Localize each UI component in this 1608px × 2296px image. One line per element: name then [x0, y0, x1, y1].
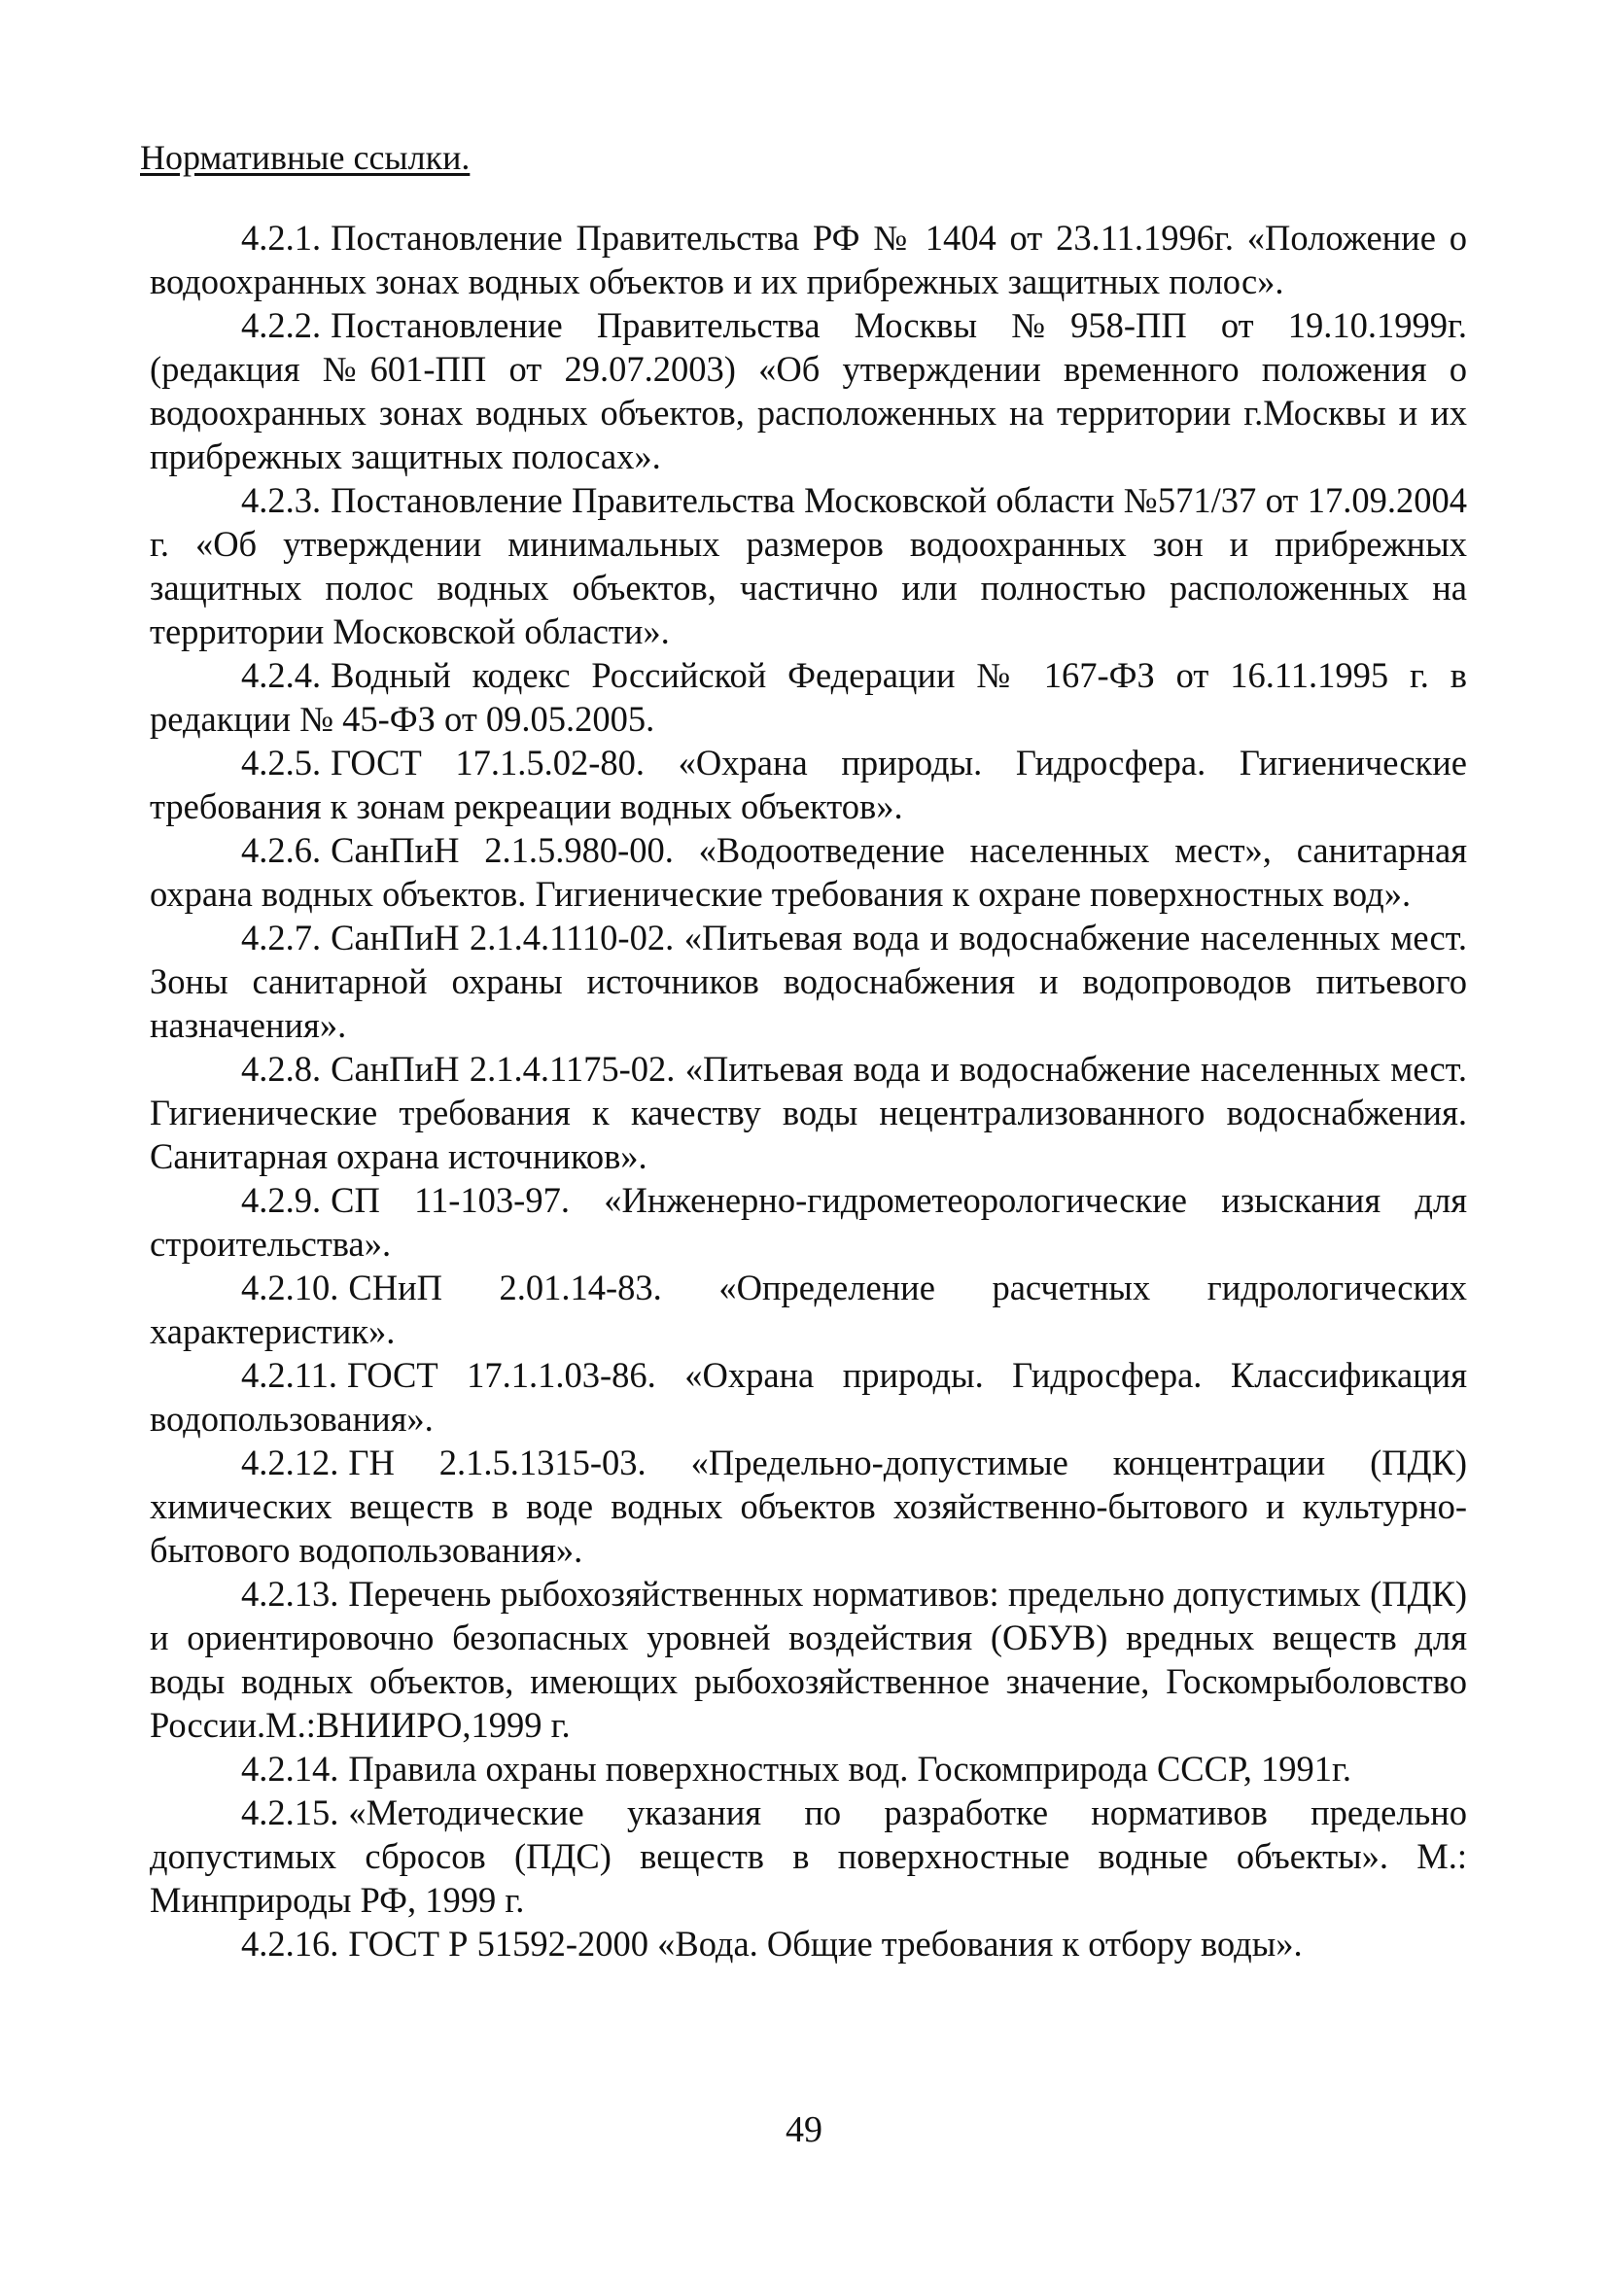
reference-item — [150, 1791, 1467, 1922]
reference-text: ГОСТ Р 51592-2000 «Вода. Общие требования к отбору воды». — [348, 1924, 1303, 1964]
reference-text: Постановление Правительства РФ № 1404 от 23.11.1996г. «Положение о водоохранных зонах водных объектов и их прибрежных защитных полос». — [150, 218, 1467, 301]
reference-text: СанПиН 2.1.5.980-00. «Водоотведение населенных мест», санитарная охрана водных объектов. Гигиенические требования к охране поверхностных вод». — [150, 830, 1467, 914]
reference-item — [150, 1922, 1467, 1966]
reference-text: Постановление Правительства Московской области №571/37 от 17.09.2004 г. «Об утверждении минимальных размеров водоохранных зон и прибрежных защитных полос водных объектов, частично или полностью расположенных на территории Московской области». — [150, 480, 1467, 651]
reference-number: 4.2.6. — [241, 830, 322, 870]
reference-number: 4.2.12. — [241, 1443, 339, 1482]
reference-number: 4.2.8. — [241, 1049, 322, 1089]
reference-number: 4.2.4. — [241, 655, 322, 695]
reference-number: 4.2.11. — [241, 1355, 338, 1395]
reference-text: Правила охраны поверхностных вод. Госкомприрода СССР, 1991г. — [348, 1749, 1351, 1789]
reference-item — [150, 1441, 1467, 1572]
reference-item — [150, 216, 1467, 303]
reference-number: 4.2.9. — [241, 1180, 322, 1220]
reference-text: СанПиН 2.1.4.1175-02. «Питьевая вода и водоснабжение населенных мест. Гигиенические требования к качеству воды нецентрализованного водоснабжения. Санитарная охрана источников». — [150, 1049, 1467, 1176]
reference-text: СанПиН 2.1.4.1110-02. «Питьевая вода и водоснабжение населенных мест. Зоны санитарной охраны источников водоснабжения и водопроводов питьевого назначения». — [150, 918, 1467, 1045]
reference-number: 4.2.1. — [241, 218, 322, 258]
reference-text: Постановление Правительства Москвы №958-ПП от 19.10.1999г. (редакция №601-ПП от 29.07.2003) «Об утверждении временного положения о водоохранных зонах водных объектов, расположенных на территории г.Москвы и их прибрежных защитных полосах». — [150, 305, 1467, 476]
reference-item — [150, 653, 1467, 741]
reference-number: 4.2.13. — [241, 1574, 339, 1614]
reference-item — [150, 916, 1467, 1047]
reference-item — [150, 1353, 1467, 1441]
reference-number: 4.2.10. — [241, 1268, 339, 1307]
reference-number: 4.2.16. — [241, 1924, 339, 1964]
reference-number: 4.2.5. — [241, 743, 322, 783]
references-list — [150, 216, 1467, 1966]
reference-text: ГОСТ 17.1.1.03-86. «Охрана природы. Гидросфера. Классификация водопользования». — [150, 1355, 1467, 1439]
reference-item — [150, 1747, 1467, 1791]
reference-number: 4.2.3. — [241, 480, 322, 520]
reference-number: 4.2.2. — [241, 305, 322, 345]
reference-item — [150, 478, 1467, 653]
reference-text: Водный кодекс Российской Федерации № 167-ФЗ от 16.11.1995 г. в редакции № 45-ФЗ от 09.05.2005. — [150, 655, 1467, 739]
reference-item — [150, 303, 1467, 478]
page-number: 49 — [786, 2109, 822, 2150]
reference-number: 4.2.14. — [241, 1749, 339, 1789]
reference-text: Перечень рыбохозяйственных нормативов: предельно допустимых (ПДК) и ориентировочно безопасных уровней воздействия (ОБУВ) вредных веществ для воды водных объектов, имеющих рыбохозяйственное значение, Госкомрыболовство России.М.:ВНИИРО,1999 г. — [150, 1574, 1467, 1745]
reference-text: ГН 2.1.5.1315-03. «Предельно-допустимые концентрации (ПДК) химических веществ в воде водных объектов хозяйственно-бытового и культурно-бытового водопользования». — [150, 1443, 1467, 1570]
section-heading: Нормативные ссылки. — [140, 138, 471, 177]
reference-number: 4.2.15. — [241, 1792, 339, 1832]
reference-text: СНиП 2.01.14-83. «Определение расчетных гидрологических характеристик». — [150, 1268, 1467, 1351]
reference-item — [150, 828, 1467, 916]
reference-item — [150, 1178, 1467, 1266]
reference-text: ГОСТ 17.1.5.02-80. «Охрана природы. Гидросфера. Гигиенические требования к зонам рекреации водных объектов». — [150, 743, 1467, 826]
reference-text: «Методические указания по разработке нормативов предельно допустимых сбросов (ПДС) веществ в поверхностные водные объекты». М.: Минприроды РФ, 1999 г. — [150, 1792, 1467, 1920]
reference-item — [150, 741, 1467, 828]
reference-item — [150, 1266, 1467, 1353]
reference-item — [150, 1572, 1467, 1747]
reference-text: СП 11-103-97. «Инженерно-гидрометеорологические изыскания для строительства». — [150, 1180, 1467, 1264]
reference-number: 4.2.7. — [241, 918, 322, 957]
reference-item — [150, 1047, 1467, 1178]
